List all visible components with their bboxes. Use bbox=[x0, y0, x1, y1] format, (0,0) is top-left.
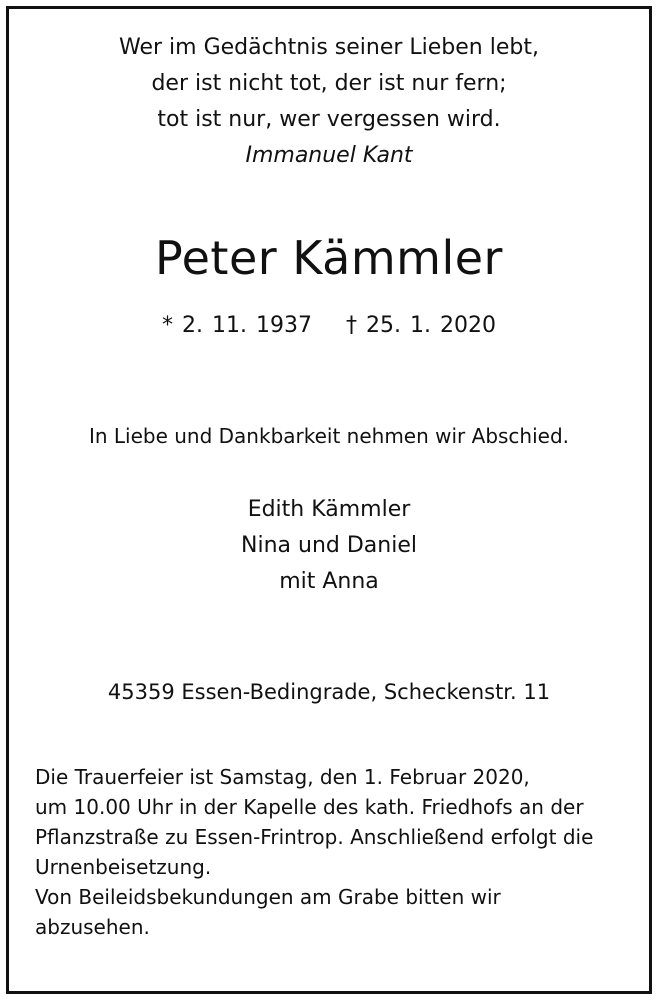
mourner-name: Nina und Daniel bbox=[241, 533, 417, 558]
quote-line: Wer im Gedächtnis seiner Lieben lebt, bbox=[119, 35, 539, 60]
service-line: Von Beileidsbekundungen am Grabe bitten wir bbox=[35, 885, 501, 909]
mourner-name: mit Anna bbox=[279, 569, 379, 594]
service-line: um 10.00 Uhr in der Kapelle des kath. Friedhofs an der bbox=[35, 795, 584, 819]
mourner-name: Edith Kämmler bbox=[247, 497, 411, 522]
service-line: abzusehen. bbox=[35, 915, 150, 939]
farewell-text: In Liebe und Dankbarkeit nehmen wir Abschied. bbox=[88, 424, 570, 448]
service-line: Pflanzstraße zu Essen-Frintrop. Anschließend erfolgt die bbox=[35, 825, 594, 849]
service-details bbox=[35, 762, 638, 942]
birth-date: * 2. 11. 1937 bbox=[162, 313, 312, 338]
deceased-name: Peter Kämmler bbox=[155, 231, 503, 285]
quote-line: der ist nicht tot, der ist nur fern; bbox=[151, 71, 507, 96]
family-address: 45359 Essen-Bedingrade, Scheckenstr. 11 bbox=[107, 680, 551, 704]
death-date: † 25. 1. 2020 bbox=[346, 313, 496, 338]
service-line: Die Trauerfeier ist Samstag, den 1. Februar 2020, bbox=[35, 765, 530, 789]
mourners-list bbox=[0, 492, 658, 600]
service-line: Urnenbeisetzung. bbox=[35, 855, 212, 879]
quote-author: Immanuel Kant bbox=[245, 143, 413, 168]
life-dates bbox=[0, 308, 658, 344]
quote-line: tot ist nur, wer vergessen wird. bbox=[157, 107, 501, 132]
memorial-quote bbox=[0, 30, 658, 174]
